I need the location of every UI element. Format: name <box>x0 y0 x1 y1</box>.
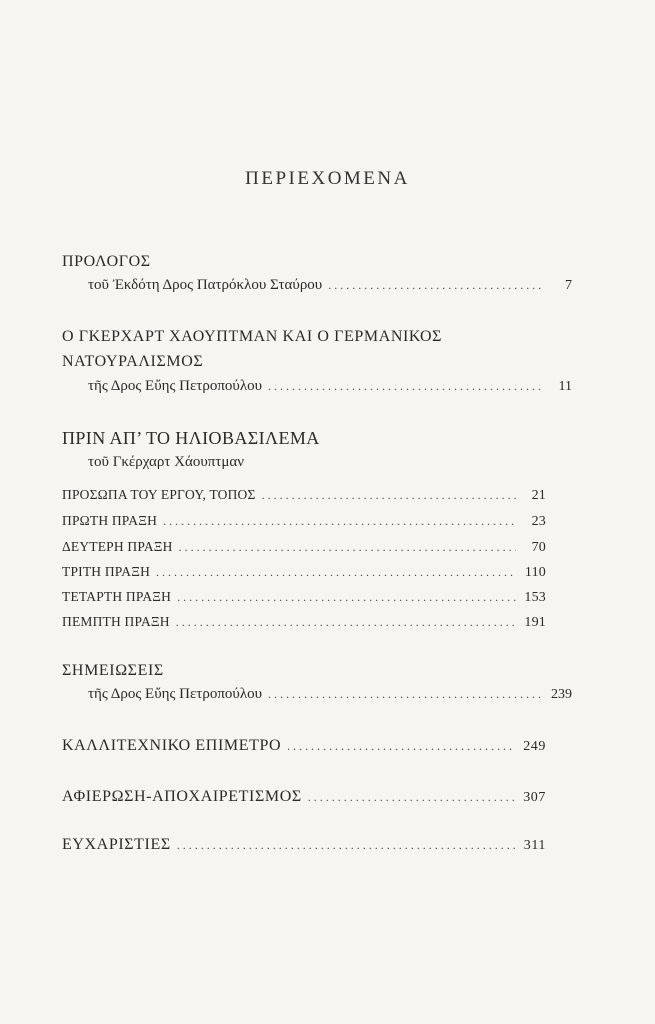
leader-dots <box>328 278 542 293</box>
leader-dots <box>179 540 516 555</box>
play-entry-label: ΔΕΥΤΕΡΗ ΠΡΑΞΗ <box>62 539 173 554</box>
play-entry-page: 191 <box>524 615 546 630</box>
play-heading: ΠΡΙΝ ΑΠ’ ΤΟ ΗΛΙΟΒΑΣΙΛΕΜΑ <box>62 428 320 448</box>
play-entry-page: 23 <box>531 514 546 529</box>
play-entry <box>62 564 546 581</box>
play-entry-page: 21 <box>531 488 546 503</box>
leader-dots <box>156 565 516 580</box>
essay-heading-line1: Ο ΓΚΕΡΧΑΡΤ ΧΑΟΥΠΤΜΑΝ ΚΑΙ Ο ΓΕΡΜΑΝΙΚΟΣ <box>62 328 443 345</box>
notes-byline: τῆς Δρος Εὔης Πετροπούλου <box>88 686 263 702</box>
essay-entry <box>62 378 572 395</box>
leader-dots <box>177 590 516 605</box>
dedication-entry <box>62 788 546 806</box>
artistic-entry <box>62 737 546 755</box>
prologue-heading: ΠΡΟΛΟΓΟΣ <box>62 253 151 270</box>
dedication-heading: ΑΦΙΕΡΩΣΗ-ΑΠΟΧΑΙΡΕΤΙΣΜΟΣ <box>62 788 302 805</box>
play-entry-label: ΠΡΩΤΗ ΠΡΑΞΗ <box>62 513 158 528</box>
thanks-page-number: 311 <box>523 838 546 853</box>
prologue-entry <box>62 277 572 294</box>
prologue-page-number: 7 <box>565 278 572 293</box>
leader-dots <box>308 790 516 805</box>
page-title: ΠΕΡΙΕΧΟΜΕΝΑ <box>245 168 410 189</box>
artistic-heading: ΚΑΛΛΙΤΕΧΝΙΚΟ ΕΠΙΜΕΤΡΟ <box>62 737 282 754</box>
essay-byline: τῆς Δρος Εὔης Πετροπούλου <box>88 378 263 394</box>
leader-dots <box>268 379 542 394</box>
dedication-page-number: 307 <box>523 790 546 805</box>
notes-page-number: 239 <box>551 687 572 702</box>
play-entry <box>62 513 546 530</box>
leader-dots <box>287 739 516 754</box>
leader-dots <box>262 488 516 503</box>
play-entry <box>62 614 546 631</box>
play-entry-label: ΤΕΤΑΡΤΗ ΠΡΑΞΗ <box>62 589 172 604</box>
play-entry-label: ΤΡΙΤΗ ΠΡΑΞΗ <box>62 564 151 579</box>
play-entry-label: ΠΡΟΣΩΠΑ ΤΟΥ ΕΡΓΟΥ, ΤΟΠΟΣ <box>62 487 256 502</box>
prologue-byline: τοῦ Ἐκδότη Δρος Πατρόκλου Σταύρου <box>88 277 323 293</box>
essay-page-number: 11 <box>558 379 572 394</box>
play-entry <box>62 539 546 556</box>
artistic-page-number: 249 <box>523 739 546 754</box>
play-entry-label: ΠΕΜΠΤΗ ΠΡΑΞΗ <box>62 614 170 629</box>
leader-dots <box>163 514 516 529</box>
thanks-entry <box>62 836 546 854</box>
leader-dots <box>177 838 516 853</box>
play-entry-page: 70 <box>531 540 546 555</box>
notes-heading: ΣΗΜΕΙΩΣΕΙΣ <box>62 662 164 679</box>
play-entry <box>62 589 546 606</box>
thanks-heading: ΕΥΧΑΡΙΣΤΙΕΣ <box>62 836 171 853</box>
play-byline: τοῦ Γκέρχαρτ Χάουπτμαν <box>88 454 245 470</box>
leader-dots <box>176 615 516 630</box>
play-entry-page: 110 <box>524 565 546 580</box>
play-entry-page: 153 <box>524 590 546 605</box>
essay-heading-line2: ΝΑΤΟΥΡΑΛΙΣΜΟΣ <box>62 353 204 370</box>
leader-dots <box>268 687 542 702</box>
play-entry <box>62 487 546 504</box>
notes-entry <box>62 686 572 703</box>
